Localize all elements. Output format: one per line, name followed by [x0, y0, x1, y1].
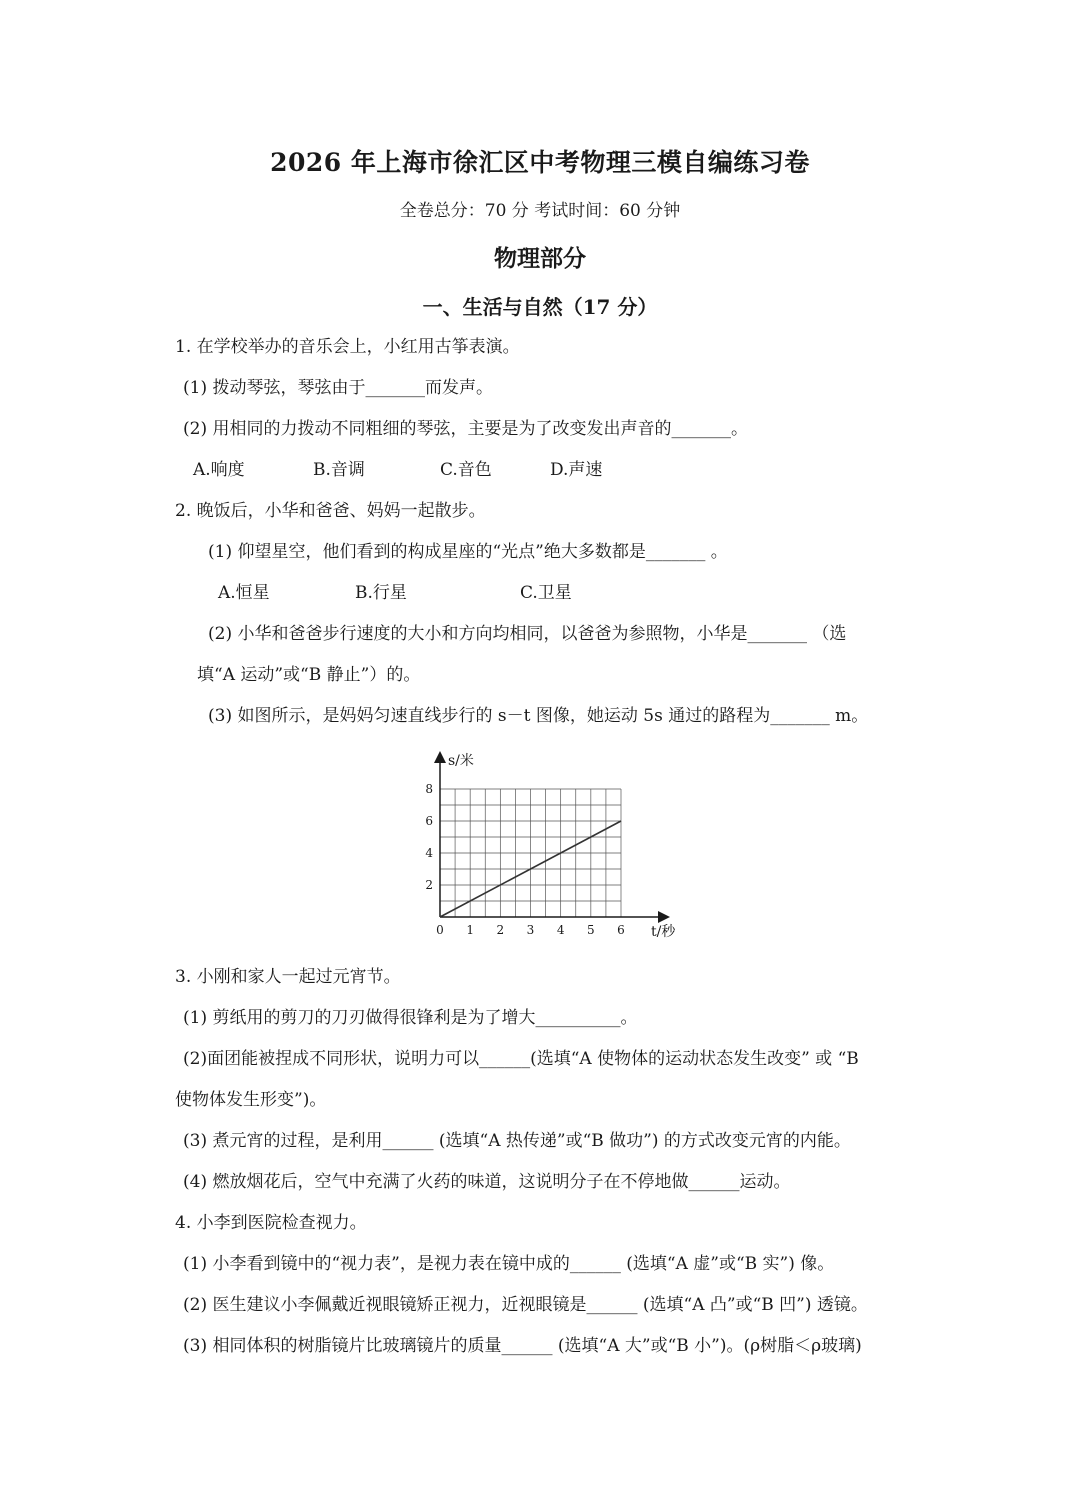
- q4-stem: 4. 小李到医院检查视力。: [175, 1213, 367, 1233]
- exam-title: 2026 年上海市徐汇区中考物理三模自编练习卷: [270, 148, 810, 177]
- q1-part1: (1) 拨动琴弦，琴弦由于_______而发声。: [183, 378, 493, 398]
- x-tick-label: 5: [587, 923, 595, 937]
- section-title: 一、生活与自然（17 分）: [422, 295, 658, 319]
- q1-part2: (2) 用相同的力拨动不同粗细的琴弦，主要是为了改变发出声音的_______。: [183, 419, 748, 439]
- q4-part1: (1) 小李看到镜中的“视力表”，是视力表在镜中成的______ (选填“A 虚”或“B 实”) 像。: [183, 1254, 835, 1274]
- q3-part2-line2: 使物体发生形变”)。: [175, 1090, 327, 1110]
- q1-option-a: A.响度: [193, 460, 245, 480]
- q3-part1: (1) 剪纸用的剪刀的刀刃做得很锋利是为了增大__________。: [183, 1008, 638, 1028]
- q2-part2-line1: (2) 小华和爸爸步行速度的大小和方向均相同，以爸爸为参照物，小华是_______ （选: [208, 624, 847, 644]
- q3-part2-line1: (2)面团能被捏成不同形状，说明力可以______(选填“A 使物体的运动状态发生改变” 或 “B: [183, 1049, 859, 1069]
- y-tick-label: 2: [425, 878, 433, 892]
- x-tick-label: 2: [496, 923, 505, 937]
- x-tick-label: 3: [526, 923, 535, 937]
- q2-option-a: A.恒星: [218, 583, 270, 603]
- q2-stem: 2. 晚饭后，小华和爸爸、妈妈一起散步。: [175, 501, 486, 521]
- q1-option-b: B.音调: [313, 460, 365, 480]
- y-tick-label: 4: [425, 846, 433, 860]
- y-tick-label: 8: [425, 782, 433, 796]
- st-graph: [410, 742, 690, 947]
- x-tick-label: 4: [556, 923, 565, 937]
- q3-part4: (4) 燃放烟花后，空气中充满了火药的味道，这说明分子在不停地做______运动。: [183, 1172, 791, 1192]
- q4-part2: (2) 医生建议小李佩戴近视眼镜矫正视力，近视眼镜是______ (选填“A 凸”或“B 凹”) 透镜。: [183, 1295, 868, 1315]
- y-axis-label: s/米: [448, 753, 474, 769]
- q2-option-c: C.卫星: [520, 583, 572, 603]
- x-tick-label: 1: [466, 923, 474, 937]
- q1-stem: 1. 在学校举办的音乐会上，小红用古筝表演。: [175, 337, 520, 357]
- exam-subtitle: 全卷总分：70 分 考试时间：60 分钟: [399, 201, 681, 221]
- q2-part3: (3) 如图所示，是妈妈匀速直线步行的 s－t 图像，她运动 5s 通过的路程为_______ m。: [208, 706, 869, 726]
- q3-stem: 3. 小刚和家人一起过元宵节。: [175, 967, 401, 987]
- q2-part1: (1) 仰望星空，他们看到的构成星座的“光点”绝大多数都是_______ 。: [208, 542, 728, 562]
- x-axis-label: t/秒: [651, 924, 676, 940]
- q1-option-c: C.音色: [440, 460, 492, 480]
- q2-option-b: B.行星: [355, 583, 407, 603]
- q2-part2-line2: 填“A 运动”或“B 静止”）的。: [197, 665, 421, 685]
- x-tick-label: 0: [436, 923, 444, 937]
- x-tick-label: 6: [617, 923, 625, 937]
- y-tick-label: 6: [425, 814, 433, 828]
- part-title: 物理部分: [494, 245, 586, 272]
- q4-part3: (3) 相同体积的树脂镜片比玻璃镜片的质量______ (选填“A 大”或“B 小”)。(ρ树脂＜ρ玻璃): [183, 1336, 862, 1356]
- q3-part3: (3) 煮元宵的过程，是利用______ (选填“A 热传递”或“B 做功”) 的方式改变元宵的内能。: [183, 1131, 851, 1151]
- q1-option-d: D.声速: [550, 460, 603, 480]
